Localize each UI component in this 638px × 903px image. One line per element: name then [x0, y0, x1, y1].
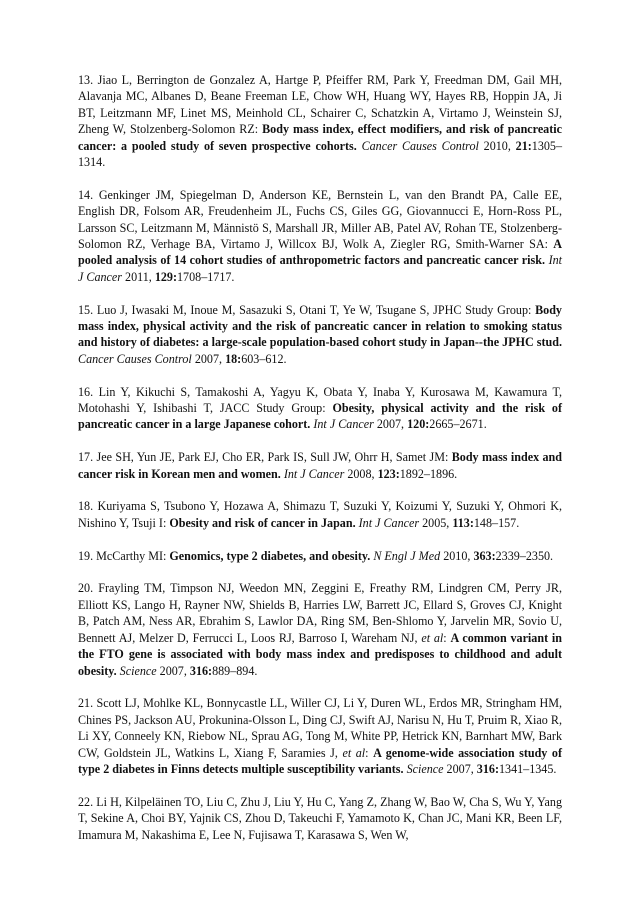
reference-14: [78, 187, 562, 285]
ref-journal: N Engl J Med: [373, 548, 441, 563]
ref-authors: Li H, Kilpeläinen TO, Liu C, Zhu J, Liu Y, Hu C, Yang Z, Zhang W, Bao W, Cha S, Wu Y, Yang T, Sekine A, Choi BY, Yajnik CS, Zhou D, Takeuchi F, Yamamoto K, Chan JC, Mani KR, Been LF, Imamura M, Nakashima E, Lee N, Fujisawa T, Karasawa S, Wen W,: [78, 794, 563, 842]
reference-21: [78, 695, 562, 777]
ref-volume: 123:: [377, 466, 400, 481]
ref-number: 18.: [78, 499, 94, 514]
ref-journal: Science: [119, 663, 157, 678]
ref-journal: Cancer Causes Control: [78, 351, 192, 366]
ref-pages: 889–894.: [212, 663, 258, 678]
reference-list: [78, 72, 562, 859]
ref-etal: et al: [421, 630, 444, 645]
ref-volume: 129:: [154, 269, 177, 284]
ref-pages: 603–612.: [241, 351, 287, 366]
ref-authors: Luo J, Iwasaki M, Inoue M, Sasazuki S, Otani T, Ye W, Tsugane S, JPHC Study Group:: [96, 302, 532, 317]
ref-volume: 316:: [476, 761, 499, 776]
ref-journal: Science: [406, 761, 444, 776]
ref-year: 2007,: [446, 761, 474, 776]
ref-pages: 1708–1717.: [177, 269, 235, 284]
ref-title: A genome-wide association study of type 2 diabetes in Finns detects multiple susceptibility variants.: [78, 745, 562, 776]
reference-16: [78, 384, 562, 433]
ref-title: A common variant in the FTO gene is associated with body mass index and predisposes to childhood and adult obesity.: [78, 630, 562, 678]
ref-year: 2010,: [483, 138, 511, 153]
ref-title: A pooled analysis of 14 cohort studies of anthropometric factors and pancreatic cancer risk.: [78, 237, 562, 268]
reference-18: [78, 498, 562, 531]
ref-pages: 2339–2350.: [495, 548, 554, 563]
ref-year: 2007,: [194, 351, 223, 366]
ref-number: 16.: [78, 384, 94, 399]
ref-authors-end: :: [365, 745, 369, 760]
ref-journal: Int J Cancer: [283, 466, 345, 481]
ref-title: Body mass index, physical activity and the risk of pancreatic cancer in relation to smoking status and history of diabetes: a large-scale population-based cohort study in Japan--the JPHC stud.: [78, 302, 562, 350]
ref-number: 22.: [78, 794, 94, 809]
ref-volume: 120:: [407, 417, 430, 432]
ref-pages: 1305–1314.: [78, 138, 562, 170]
ref-year: 2005,: [422, 515, 450, 530]
ref-title: Body mass index, effect modifiers, and risk of pancreatic cancer: a pooled study of seven prospective cohorts.: [78, 122, 562, 153]
ref-year: 2010,: [443, 548, 471, 563]
ref-number: 21.: [78, 696, 94, 711]
ref-volume: 18:: [225, 351, 242, 366]
ref-etal: et al: [342, 745, 366, 760]
ref-title: Genomics, type 2 diabetes, and obesity.: [169, 548, 371, 563]
ref-volume: 363:: [473, 548, 496, 563]
ref-authors-end: :: [443, 630, 447, 645]
ref-authors: Jiao L, Berrington de Gonzalez A, Hartge P, Pfeiffer RM, Park Y, Freedman DM, Gail MH, Alavanja MC, Albanes D, Beane Freeman LE, Chow WH, Huang WY, Hayes RB, Hoppin JA, Ji BT, Leitzmann MF, Linet MS, Meinhold CL, Schairer C, Schatzkin A, Virtamo J, Weinstein SJ, Zheng W, Stolzenberg-Solomon RZ:: [78, 73, 562, 137]
ref-number: 19.: [78, 548, 94, 563]
ref-journal: Int J Cancer: [78, 253, 562, 284]
ref-journal: Cancer Causes Control: [361, 138, 479, 153]
ref-pages: 1892–1896.: [399, 466, 458, 481]
ref-year: 2007,: [376, 417, 405, 432]
ref-number: 20.: [78, 581, 94, 596]
ref-year: 2008,: [347, 466, 375, 481]
ref-number: 14.: [78, 187, 94, 202]
ref-year: 2011,: [125, 269, 152, 284]
ref-authors: Scott LJ, Mohlke KL, Bonnycastle LL, Willer CJ, Li Y, Duren WL, Erdos MR, Stringham HM, Chines PS, Jackson AU, Prokunina-Olsson L, Ding CJ, Swift AJ, Narisu N, Hu T, Pruim R, Xiao R, Li XY, Conneely KN, Riebow NL, Sprau AG, Tong M, White PP, Hetrick KN, Barnhart MW, Bark CW, Goldstein JL, Watkins L, Xiang F, Saramies J,: [78, 696, 562, 760]
ref-title: Body mass index and cancer risk in Korean men and women.: [78, 450, 563, 481]
reference-20: [78, 580, 562, 678]
ref-pages: 148–157.: [473, 515, 520, 530]
ref-number: 17.: [78, 450, 94, 465]
ref-authors: Kuriyama S, Tsubono Y, Hozawa A, Shimazu T, Suzuki Y, Koizumi Y, Suzuki Y, Ohmori K, Nishino Y, Tsuji I:: [78, 499, 562, 530]
ref-pages: 2665–2671.: [429, 417, 487, 432]
reference-19: [78, 548, 562, 564]
ref-year: 2007,: [159, 663, 187, 678]
ref-number: 13.: [78, 73, 94, 87]
ref-authors: Lin Y, Kikuchi S, Tamakoshi A, Yagyu K, Obata Y, Inaba Y, Kurosawa M, Kawamura T, Motohashi Y, Ishibashi T, JACC Study Group:: [78, 384, 562, 416]
ref-journal: Int J Cancer: [313, 417, 374, 432]
ref-authors: McCarthy MI:: [96, 548, 167, 563]
ref-authors: Frayling TM, Timpson NJ, Weedon MN, Zeggini E, Freathy RM, Lindgren CM, Perry JR, Elliott KS, Lango H, Rayner NW, Shields B, Harries LW, Barrett JC, Ellard S, Groves CJ, Knight B, Patch AM, Ness AR, Ebrahim S, Lawlor DA, Ring SM, Ben-Shlomo Y, Jarvelin MR, Sovio U, Bennett AJ, Melzer D, Ferrucci L, Loos RJ, Barroso I, Wareham NJ,: [78, 581, 562, 645]
ref-title: Obesity, physical activity and the risk of pancreatic cancer in a large Japanese cohort.: [78, 401, 563, 432]
ref-volume: 316:: [189, 663, 213, 678]
ref-number: 15.: [78, 302, 94, 317]
ref-volume: 21:: [515, 138, 532, 153]
reference-17: [78, 449, 562, 482]
ref-authors: Genkinger JM, Spiegelman D, Anderson KE, Bernstein L, van den Brandt PA, Calle EE, English DR, Folsom AR, Freudenheim JL, Fuchs CS, Giles GG, Giovannucci E, Horn-Ross PL, Larsson SC, Leitzmann M, Männistö S, Marshall JR, Miller AB, Patel AV, Rohan TE, Stolzenberg-Solomon RZ, Verhage BA, Virtamo J, Willcox BJ, Wolk A, Ziegler RG, Smith-Warner SA:: [78, 187, 562, 252]
ref-journal: Int J Cancer: [358, 515, 420, 530]
ref-authors: Jee SH, Yun JE, Park EJ, Cho ER, Park IS, Sull JW, Ohrr H, Samet JM:: [96, 450, 449, 465]
ref-title: Obesity and risk of cancer in Japan.: [169, 515, 356, 530]
ref-volume: 113:: [452, 515, 474, 530]
ref-pages: 1341–1345.: [498, 761, 557, 776]
reference-13: [78, 72, 562, 170]
reference-22: [78, 794, 562, 843]
reference-15: [78, 302, 562, 368]
